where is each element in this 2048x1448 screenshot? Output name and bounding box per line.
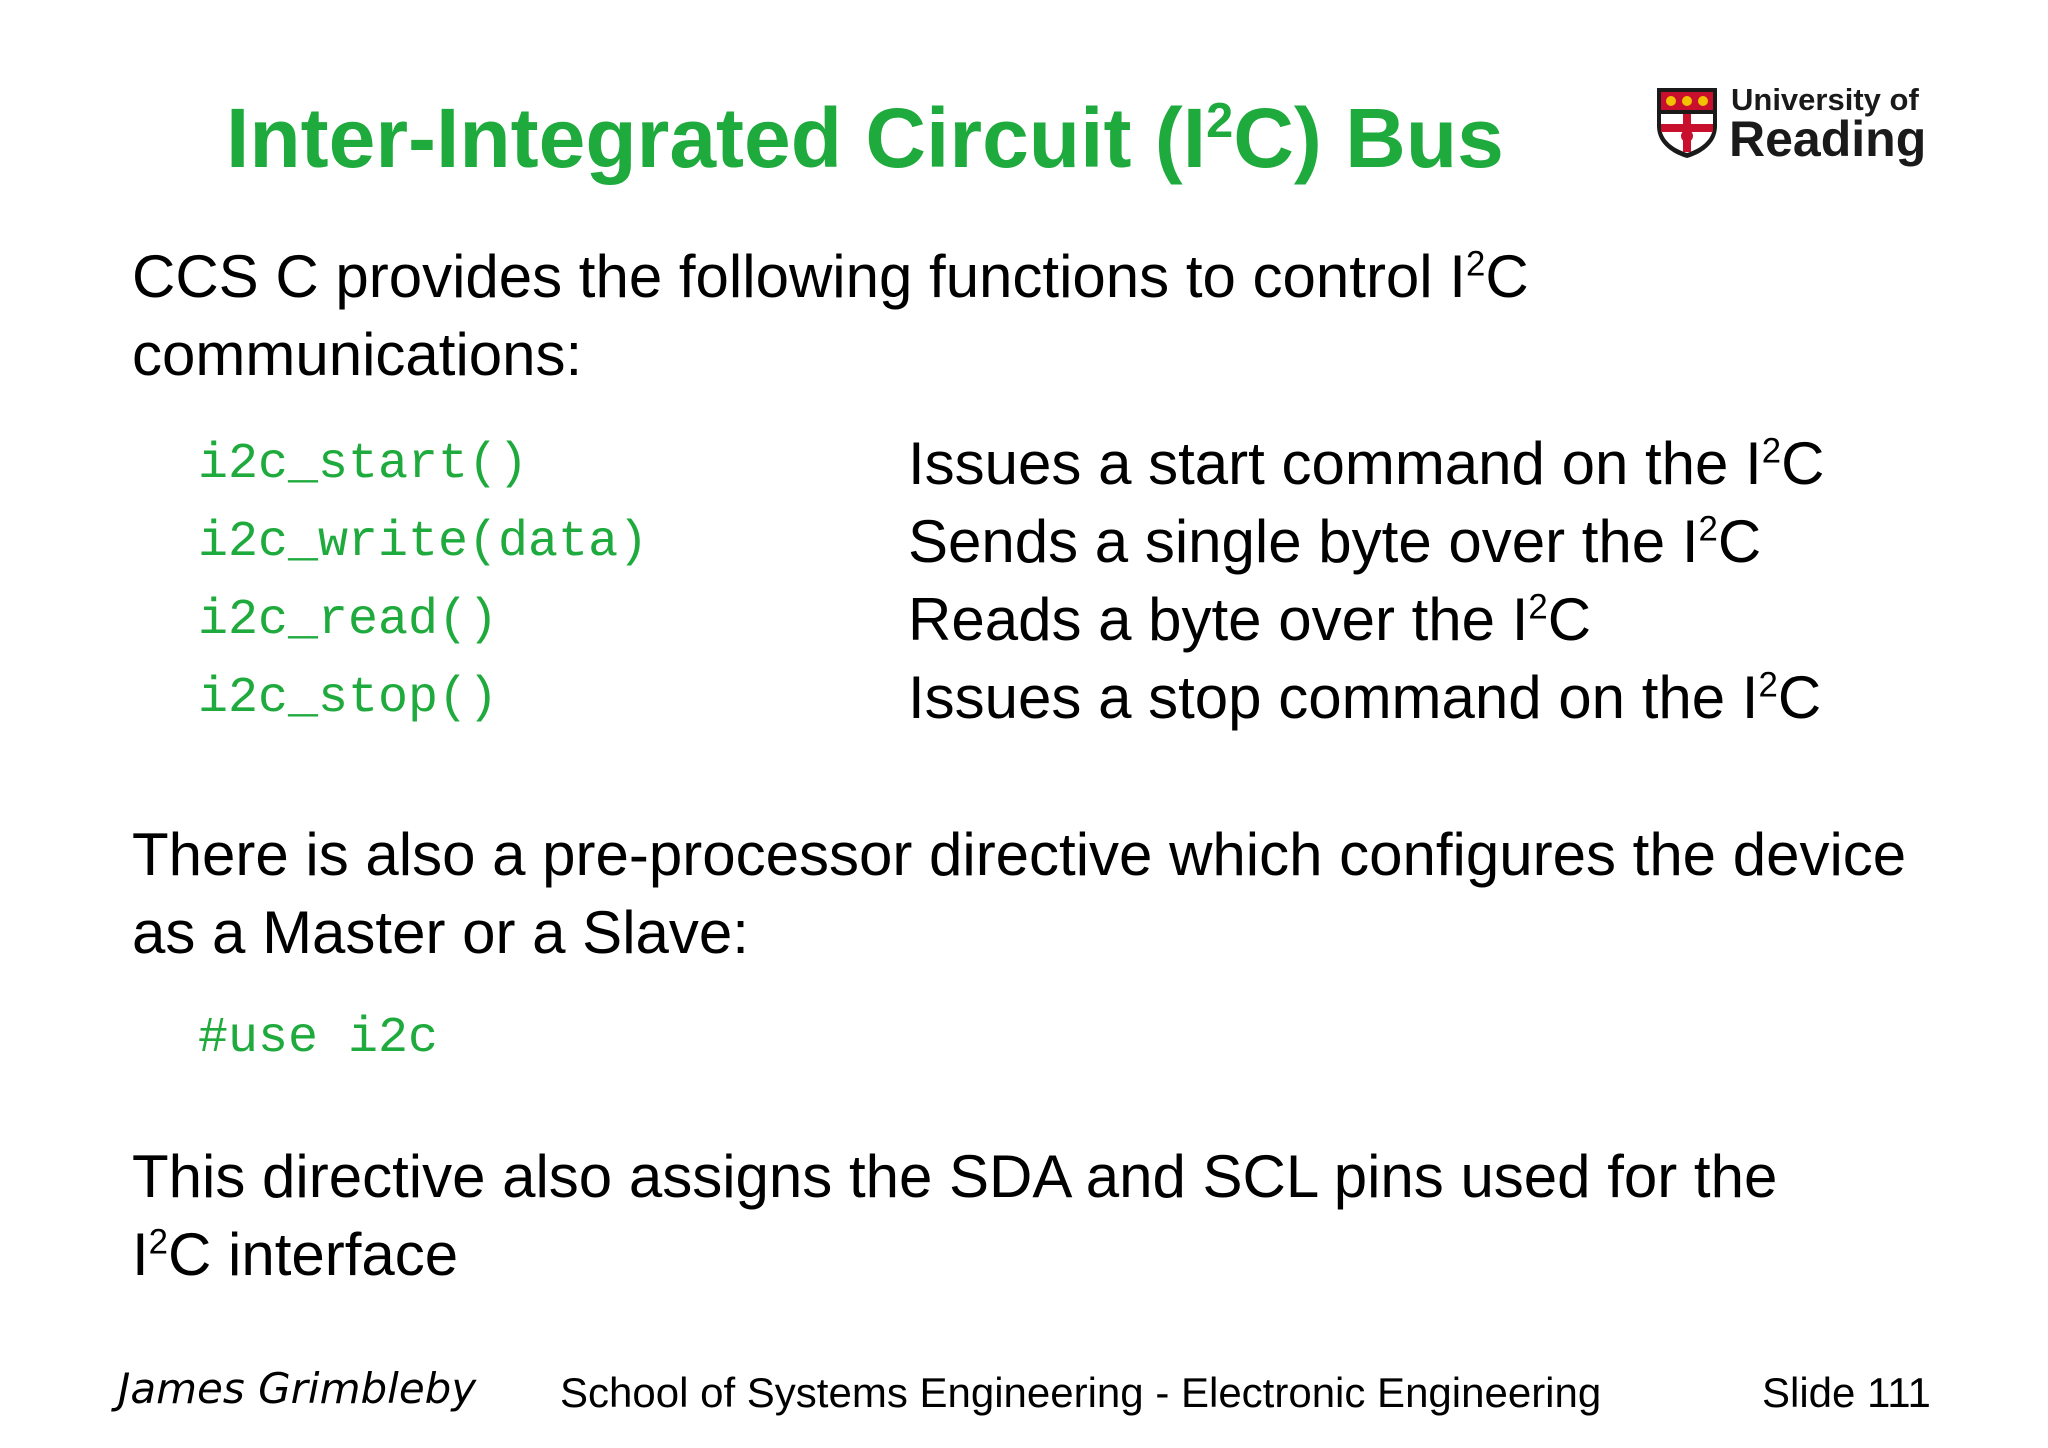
desc-superscript: 2 <box>1758 665 1778 705</box>
title-text-end: C) Bus <box>1233 91 1504 185</box>
desc-text-end: C <box>1717 508 1762 575</box>
desc-text-end: C <box>1547 586 1592 653</box>
intro-superscript: 2 <box>1465 244 1486 284</box>
directive-line-1: This directive also assigns the SDA and SCL pins used for the <box>132 1143 1778 1210</box>
directive-paragraph <box>132 1138 1932 1294</box>
function-code: i2c_stop() <box>198 670 499 727</box>
desc-text: Sends a single byte over the I <box>908 508 1699 575</box>
directive-line-2-start: I <box>132 1221 149 1288</box>
desc-text: Reads a byte over the I <box>908 586 1529 653</box>
footer-author: James Grimbleby <box>118 1364 477 1413</box>
university-logo <box>1655 82 1927 167</box>
footer-school: School of Systems Engineering - Electronic Engineering <box>560 1369 1602 1416</box>
function-code: i2c_start() <box>198 436 529 493</box>
desc-superscript: 2 <box>1528 587 1548 627</box>
crest-icon <box>1655 86 1719 160</box>
footer-slide-number: Slide 111 <box>1762 1369 1931 1416</box>
desc-superscript: 2 <box>1698 509 1718 549</box>
desc-text-end: C <box>1781 430 1825 497</box>
directive-line-2-end: C interface <box>168 1221 459 1288</box>
preprocessor-code: #use i2c <box>198 1010 439 1067</box>
function-code: i2c_write(data) <box>198 514 649 571</box>
intro-paragraph <box>132 238 1932 394</box>
logo-line-2: Reading <box>1729 111 1927 167</box>
logo-line-1: University of <box>1731 82 1919 117</box>
preprocessor-paragraph: There is also a pre-processor directive which configures the device as a Master or a Slave: <box>132 821 1907 966</box>
function-description <box>908 664 1822 731</box>
desc-text-end: C <box>1777 664 1822 731</box>
function-description <box>908 508 1762 575</box>
desc-text: Issues a start command on the I <box>908 430 1762 497</box>
function-description <box>908 430 1825 497</box>
title-superscript: 2 <box>1206 93 1234 148</box>
title-text-start: Inter-Integrated Circuit (I <box>226 91 1207 185</box>
function-code: i2c_read() <box>198 592 499 649</box>
function-description <box>908 586 1592 653</box>
intro-text-start: CCS C provides the following functions to control I <box>132 243 1466 310</box>
directive-superscript: 2 <box>148 1222 169 1262</box>
desc-text: Issues a stop command on the I <box>908 664 1759 731</box>
desc-superscript: 2 <box>1761 431 1782 471</box>
intro-text-end: C communications: <box>132 243 1529 388</box>
slide-title <box>226 92 1504 184</box>
